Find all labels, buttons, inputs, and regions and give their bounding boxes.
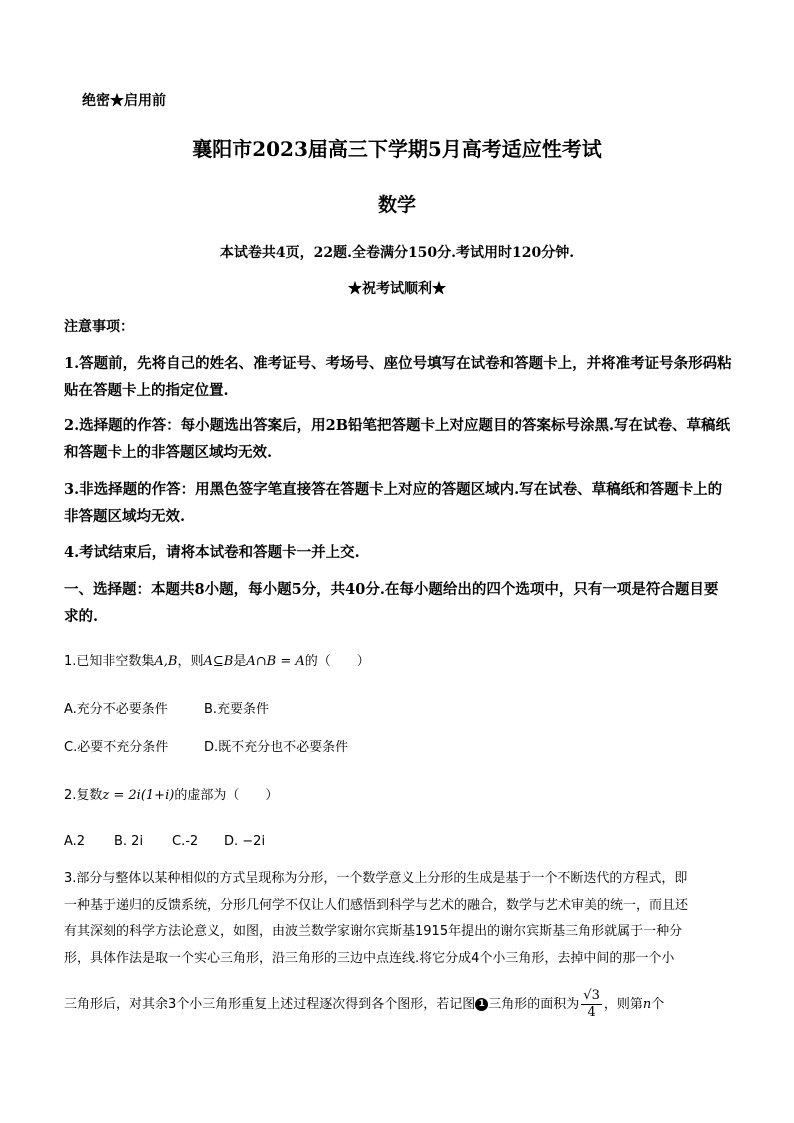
- q3-n: n: [642, 997, 652, 1012]
- notice-item-1: 1.答题前，先将自己的姓名、准考证号、考场号、座位号填写在试卷和答题卡上，并将准考证号条形码粘贴在答题卡上的指定位置.: [64, 355, 732, 399]
- question-2: [64, 782, 734, 809]
- q3-line5-mid: 三角形的面积为: [488, 997, 580, 1012]
- q3-line-3: 有其深刻的科学方法论意义，如图，由波兰数学家谢尔宾斯基1915年提出的谢尔宾斯基三角形就属于一种分: [64, 924, 683, 939]
- q1-option-c: C.必要不充分条件: [64, 740, 169, 755]
- q1-mid2: 是: [233, 654, 247, 669]
- wish-line: ★祝考试顺利★: [348, 281, 446, 297]
- q1-prefix: 1.已知非空数集: [64, 654, 155, 669]
- q3-line5-pre: 三角形后，对其余3个小三角形重复上述过程逐次得到各个图形，若记图: [64, 997, 476, 1012]
- q3-line5-post: ，则第: [603, 997, 643, 1012]
- q1-option-d: D.既不充分也不必要条件: [204, 740, 349, 755]
- notice-item-2: 2.选择题的作答：每小题选出答案后，用2B铅笔把答题卡上对应题目的答案标号涂黑.写在试卷、草稿纸和答题卡上的非答题区域均无效.: [64, 417, 731, 461]
- q1-sets: A,B: [154, 654, 178, 669]
- q1-suffix: 的（ ）: [304, 654, 370, 669]
- q3-line-1: 3.部分与整体以某种相似的方式呈现称为分形，一个数学意义上分形的生成是基于一个不断迭代的方程式，即: [64, 871, 688, 886]
- q2-option-c: C.-2: [172, 834, 199, 849]
- q3-line-2: 一种基于递归的反馈系统，分形几何学不仅让人们感悟到科学与艺术的融合，数学与艺术审美的统一，而且还: [64, 897, 689, 913]
- q1-options-row2: [64, 734, 734, 761]
- q2-option-b: B. 2i: [114, 834, 144, 849]
- q3-line-5: [64, 988, 734, 1021]
- q1-options-row1: [64, 696, 734, 723]
- q1-cond1: A⊆B: [203, 654, 234, 669]
- notice-heading: 注意事项：: [64, 319, 134, 335]
- fraction-denominator: 4: [587, 1005, 596, 1020]
- notice-item-3: 3.非选择题的作答：用黑色签字笔直接答在答题卡上对应的答题区域内.写在试卷、草稿纸和答题卡上的非答题区域均无效.: [64, 481, 723, 525]
- q3-line-4: 形，具体作法是取一个实心三角形，沿三角形的三边中点连线.将它分成4个小三角形，去掉中间的那一个小: [64, 950, 675, 966]
- q1-option-b: B.充要条件: [204, 702, 270, 717]
- q2-prefix: 2.复数: [64, 788, 103, 803]
- q2-expr: z = 2i(1+i): [102, 788, 175, 803]
- q1-option-a: A.充分不必要条件: [64, 702, 168, 717]
- q1-mid1: ，则: [177, 654, 204, 669]
- q3-line5-end: 个: [651, 997, 665, 1012]
- q1-cond2: A∩B = A: [246, 654, 305, 669]
- fraction: [581, 988, 602, 1021]
- subject-title: 数学: [377, 194, 416, 216]
- circled-figure-number: 1: [475, 998, 488, 1011]
- section-intro: 一、选择题：本题共8小题，每小题5分，共40分.在每小题给出的四个选项中，只有一项是符合题目要求的.: [64, 581, 719, 625]
- q2-option-d: D. −2i: [224, 834, 266, 849]
- notice-item-4: 4.考试结束后，请将本试卷和答题卡一并上交.: [64, 544, 360, 561]
- question-1: [64, 648, 734, 675]
- exam-title: 襄阳市2023届高三下学期5月高考适应性考试: [192, 137, 602, 161]
- fraction-numerator: √3: [583, 988, 600, 1003]
- exam-info: 本试卷共4页，22题.全卷满分150分.考试用时120分钟.: [219, 245, 575, 261]
- q2-suffix: 的虚部为（ ）: [174, 788, 279, 803]
- q2-option-a: A.2: [64, 834, 86, 849]
- q2-options: [64, 828, 734, 855]
- question-3: [64, 866, 734, 1021]
- confidential-label: 绝密★启用前: [82, 93, 166, 109]
